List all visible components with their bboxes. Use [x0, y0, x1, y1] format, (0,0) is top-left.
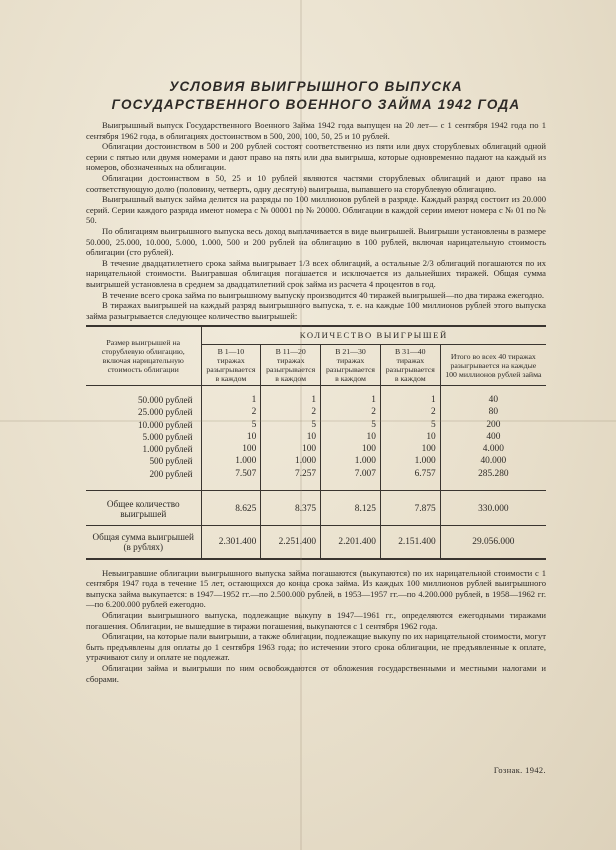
- row-label: 10.000 рублей: [137, 419, 193, 430]
- cell: 1.000: [380, 455, 440, 467]
- paragraph: Облигации, на которые пали выигрыши, а также облигации, подлежащие выкупу по их нарицательной стоимости, могут быть предъявлены для оплаты до 1 сентября 1963 года; по истечении этого срока облигации, не предъявленные к оплате, утрачивают силу и оплате не подлежат.: [86, 631, 546, 663]
- title-line-2: ГОСУДАРСТВЕННОГО ВОЕННОГО ЗАЙМА 1942 ГОДА: [111, 97, 521, 112]
- cell: 8.125: [321, 490, 381, 525]
- col-header-draws-31-40: В 31—40 тиражах разыгрывается в каждом: [380, 345, 440, 386]
- cell-total: 330.000: [440, 490, 546, 525]
- cell: 100: [321, 443, 381, 455]
- printer-imprint: Гознак. 1942.: [493, 766, 546, 775]
- paragraph: В течение всего срока займа по выигрышному выпуску производится 40 тиражей выигрышей—по два тиража ежегодно.: [102, 289, 545, 300]
- fold-line-vertical: [300, 0, 302, 850]
- cell: 100: [380, 443, 440, 455]
- redemption-text: [86, 568, 546, 685]
- sum-row: [86, 525, 546, 559]
- row-label: 1.000 рублей: [142, 444, 193, 455]
- paragraph: В течение двадцатилетнего срока займа выигрывает 1/3 всех облигаций, а остальные 2/3 облигаций погашаются по их нарицательной стоимости. Выигравшая облигация погашается и исключается из дальнейших тиражей. Общая сумма выигрышей установлена в среднем за двадцатилетний срок займа из расчета 4 процентов в год.: [86, 257, 546, 289]
- cell: 2: [261, 406, 321, 418]
- row-label: 500 рублей: [149, 456, 193, 467]
- cell: 5: [321, 419, 381, 431]
- count-row: [86, 490, 546, 525]
- cell: 5: [261, 419, 321, 431]
- cell: 2: [321, 406, 381, 418]
- paragraph: Облигации займа и выигрыши по ним освобождаются от обложения государственными и местными налогами и сборами.: [86, 663, 546, 684]
- cell: 10: [201, 431, 261, 443]
- cell-total: 40.000: [440, 455, 546, 467]
- table-row: [86, 455, 546, 467]
- cell-total: 400: [440, 431, 546, 443]
- row-label: 25.000 рублей: [137, 407, 193, 418]
- col-header-draws-11-20: В 11—20 тиражах разыгрывается в каждом: [261, 345, 321, 386]
- cell: 2.301.400: [201, 525, 261, 559]
- col-header-total: Итого во всех 40 тиражах разыгрывается на каждые 100 миллионов рублей займа: [440, 345, 546, 386]
- cell-total: 40: [440, 386, 546, 407]
- cell-total: 4.000: [440, 443, 546, 455]
- cell: 8.625: [201, 490, 261, 525]
- paragraph: Облигации достоинством в 50, 25 и 10 рублей являются частями сторублевых облигаций и дают право на соответствующую долю (половину, четверть, одну десятую) выигрыша, выпавшего на сторублевую облигацию.: [86, 172, 546, 194]
- cell: 2.251.400: [261, 525, 321, 559]
- table-row: [86, 443, 546, 455]
- cell: 100: [261, 443, 321, 455]
- cell: 1.000: [261, 455, 321, 467]
- prizes-table: [86, 325, 546, 559]
- cell: 2.151.400: [380, 525, 440, 559]
- title-line-1: УСЛОВИЯ ВЫИГРЫШНОГО ВЫПУСКА: [169, 79, 463, 94]
- conditions-text: [86, 120, 546, 321]
- paragraph: Выигрышный выпуск займа делится на разряды по 100 миллионов рублей в разряде. Каждый разряд состоит из 20.000 серий. Серии каждого разряда имеют номера с № 00001 по № 20000. Облигации в каждой серии имеют номера с № 01 по № 50.: [86, 194, 546, 226]
- cell: 2: [380, 406, 440, 418]
- cell: 1: [201, 386, 261, 407]
- paragraph: Облигации выигрышного выпуска, подлежащие выкупу в 1947—1961 гг., определяются ежегодными тиражами погашения. Облигации, не вышедшие в тиражи погашения, выкупаются с 1 сентября 1962 года.: [86, 610, 546, 631]
- cell: 5: [201, 419, 261, 431]
- cell: 5: [380, 419, 440, 431]
- cell-total: 29.056.000: [440, 525, 546, 559]
- fold-line-horizontal: [0, 420, 616, 422]
- cell: 1.000: [321, 455, 381, 467]
- cell: 10: [321, 431, 381, 443]
- sum-row-label: Общая сумма выигрышей (в рублях): [86, 525, 201, 559]
- paragraph: Выигрышный выпуск Государственного Военного Займа 1942 года выпущен на 20 лет— с 1 сентября 1942 года по 1 сентября 1962 года, в облигациях достоинством в 500, 200, 100, 50, 25 и 10 рублей.: [86, 120, 546, 141]
- cell: 2.201.400: [321, 525, 381, 559]
- cell: 1: [261, 386, 321, 407]
- cell-total: 285.280: [440, 468, 546, 491]
- table-row: [86, 468, 546, 491]
- col-header-draws-1-10: В 1—10 тиражах разыгрывается в каждом: [201, 345, 261, 386]
- paragraph: В тиражах выигрышей на каждый разряд выигрышного выпуска, т. е. на каждые 100 миллионов рублей этого выпуска займа разыгрывается следующее количество выигрышей:: [86, 300, 546, 321]
- col-header-prize-size: Размер выигрышей на сторублевую облигацию, включая нарицательную стоимость облигации: [86, 326, 201, 386]
- table-row: [86, 431, 546, 443]
- row-label: 5.000 рублей: [142, 431, 193, 442]
- cell-total: 80: [440, 406, 546, 418]
- cell: 7.875: [380, 490, 440, 525]
- cell: 6.757: [380, 468, 440, 491]
- paragraph: По облигациям выигрышного выпуска весь доход выплачивается в виде выигрышей. Выигрыши установлены в размере 50.000, 25.000, 10.000, 5.000, 1.000, 500 и 200 рублей на облигацию в 100 рублей, включая нарицательную стоимость облигации (сто рублей).: [86, 225, 546, 258]
- cell: 1: [321, 386, 381, 407]
- row-label: 200 рублей: [86, 468, 201, 491]
- cell: 7.257: [261, 468, 321, 491]
- col-header-draws-21-30: В 21—30 тиражах разыгрывается в каждом: [321, 345, 381, 386]
- count-row-label: Общее количество выигрышей: [106, 498, 180, 519]
- cell: 10: [380, 431, 440, 443]
- paragraph: Невыигравшие облигации выигрышного выпуска займа погашаются (выкупаются) по их нарицательной стоимости с 1 сентября 1947 года в течение 15 лет, остающихся до конца срока займа. Из каждых 100 миллионов рублей выигрышного выпуска займа выкупается: в 1947—1952 гг.—по 2.500.000 рублей, в 1953—1957 гг.—по 4.200.000 рублей, в 1958—1962 гг.—по 6.200.000 рублей ежегодно.: [86, 567, 546, 610]
- group-header: КОЛИЧЕСТВО ВЫИГРЫШЕЙ: [201, 326, 546, 345]
- paragraph: Облигации достоинством в 500 и 200 рублей состоят соответственно из пяти или двух сторублевых облигаций одной серии с пятью или двумя номерами и дают право на пять или два выигрыша, которые одновременно падают на каждый из номеров, обозначенных на облигации.: [86, 141, 546, 173]
- cell: 1: [380, 386, 440, 407]
- row-label: 50.000 рублей: [137, 395, 193, 406]
- table-row: [86, 406, 546, 418]
- cell: 10: [261, 431, 321, 443]
- cell: 2: [201, 406, 261, 418]
- table-row: [86, 386, 546, 407]
- cell: 8.375: [261, 490, 321, 525]
- cell: 100: [201, 443, 261, 455]
- cell: 1.000: [201, 455, 261, 467]
- cell: 7.007: [321, 468, 381, 491]
- cell-total: 200: [440, 419, 546, 431]
- cell: 7.507: [201, 468, 261, 491]
